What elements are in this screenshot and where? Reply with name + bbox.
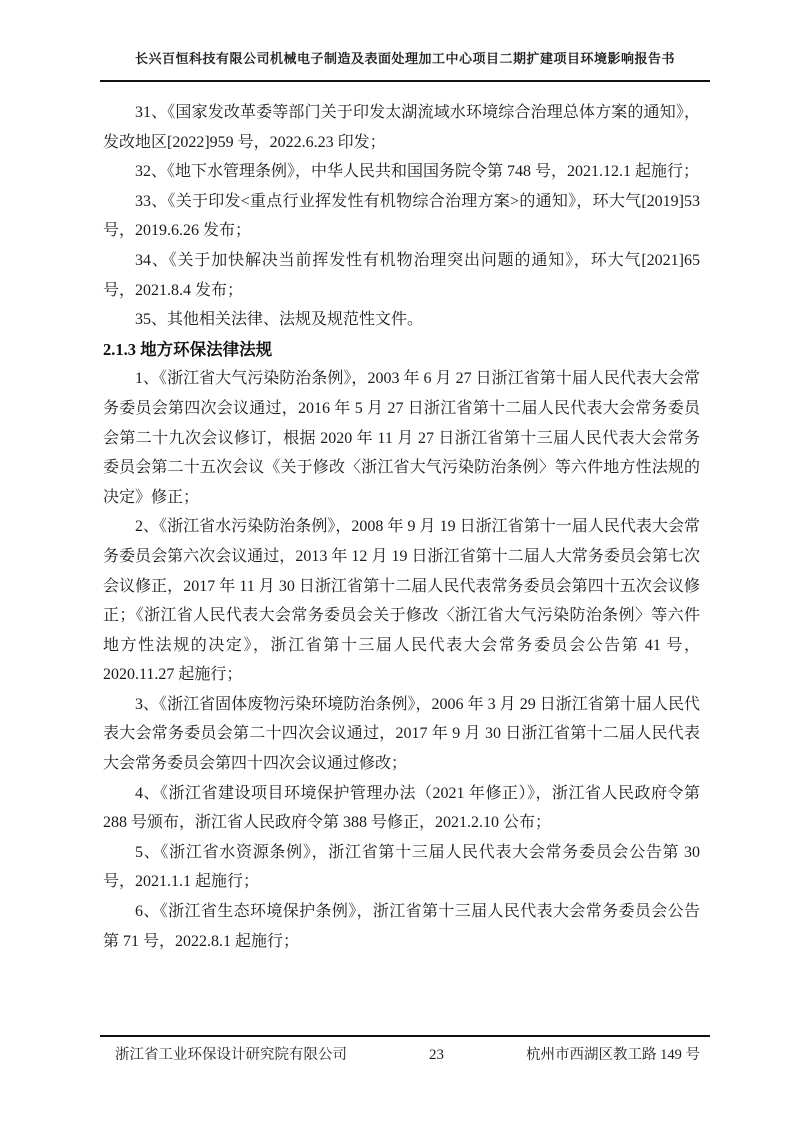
paragraph-item-31: 31、《国家发改革委等部门关于印发太湖流域水环境综合治理总体方案的通知》，发改地区[2022]959 号，2022.6.23 印发； <box>103 104 700 151</box>
page-footer <box>103 1043 700 1064</box>
paragraph-item-33: 33、《关于印发<重点行业挥发性有机物综合治理方案>的通知》，环大气[2019]53 号，2019.6.26 发布； <box>103 192 700 240</box>
paragraph-item-32: 32、《地下水管理条例》，中华人民共和国国务院令第 748 号，2021.12.1 起施行； <box>135 163 700 181</box>
header-divider <box>100 80 710 82</box>
paragraph-local-1: 1、《浙江省大气污染防治条例》，2003 年 6 月 27 日浙江省第十届人民代表大会常务委员会第四次会议通过，2016 年 5 月 27 日浙江省第十二届人民代表大会常务委员会第二十九次会议修订，根据 2020 年 11 月 27 日浙江省第十三届人民代表大会常务委员会第二十五次会议《关于修改〈浙江省大气污染防治条例〉等六件地方性法规的决定》修正； <box>103 370 700 506</box>
footer-address: 杭州市西湖区教工路 149 号 <box>526 1047 700 1063</box>
page-header-title: 长兴百恒科技有限公司机械电子制造及表面处理加工中心项目二期扩建项目环境影响报告书 <box>134 51 675 66</box>
section-heading-2-1-3: 2.1.3 地方环保法律法规 <box>103 339 273 359</box>
paragraph-local-3: 3、《浙江省固体废物污染环境防治条例》，2006 年 3 月 29 日浙江省第十届人民代表大会常务委员会第二十四次会议通过，2017 年 9 月 30 日浙江省第十二届人民代表大会常务委员会第四十四次会议通过修改； <box>103 695 700 773</box>
paragraph-local-2: 2、《浙江省水污染防治条例》，2008 年 9 月 19 日浙江省第十一届人民代表大会常务委员会第六次会议通过，2013 年 12 月 19 日浙江省第十二届人大常务委员会第七次会议修正，2017 年 11 月 30 日浙江省第十二届人民代表常务委员会第四十五次会议修正；《浙江省人民代表大会常务委员会关于修改〈浙江省大气污染防治条例〉等六件地方性法规的决定》，浙江省第十三届人民代表大会常务委员会公告第 41 号，2020.11.27 起施行； <box>103 518 700 684</box>
footer-page-number: 23 <box>429 1047 444 1063</box>
footer-divider <box>100 1035 710 1037</box>
document-body <box>103 98 700 956</box>
paragraph-item-34: 34、《关于加快解决当前挥发性有机物治理突出问题的通知》，环大气[2021]65 号，2021.8.4 发布； <box>103 251 700 299</box>
paragraph-local-4: 4、《浙江省建设项目环境保护管理办法（2021 年修正）》，浙江省人民政府令第 288 号颁布，浙江省人民政府令第 388 号修正，2021.2.10 公布； <box>103 784 700 832</box>
paragraph-local-5: 5、《浙江省水资源条例》，浙江省第十三届人民代表大会常务委员会公告第 30 号，2021.1.1 起施行； <box>103 843 700 891</box>
footer-company: 浙江省工业环保设计研究院有限公司 <box>115 1047 347 1063</box>
paragraph-local-6: 6、《浙江省生态环境保护条例》，浙江省第十三届人民代表大会常务委员会公告第 71 号，2022.8.1 起施行； <box>103 903 700 950</box>
paragraph-item-35: 35、其他相关法律、法规及规范性文件。 <box>135 311 424 329</box>
